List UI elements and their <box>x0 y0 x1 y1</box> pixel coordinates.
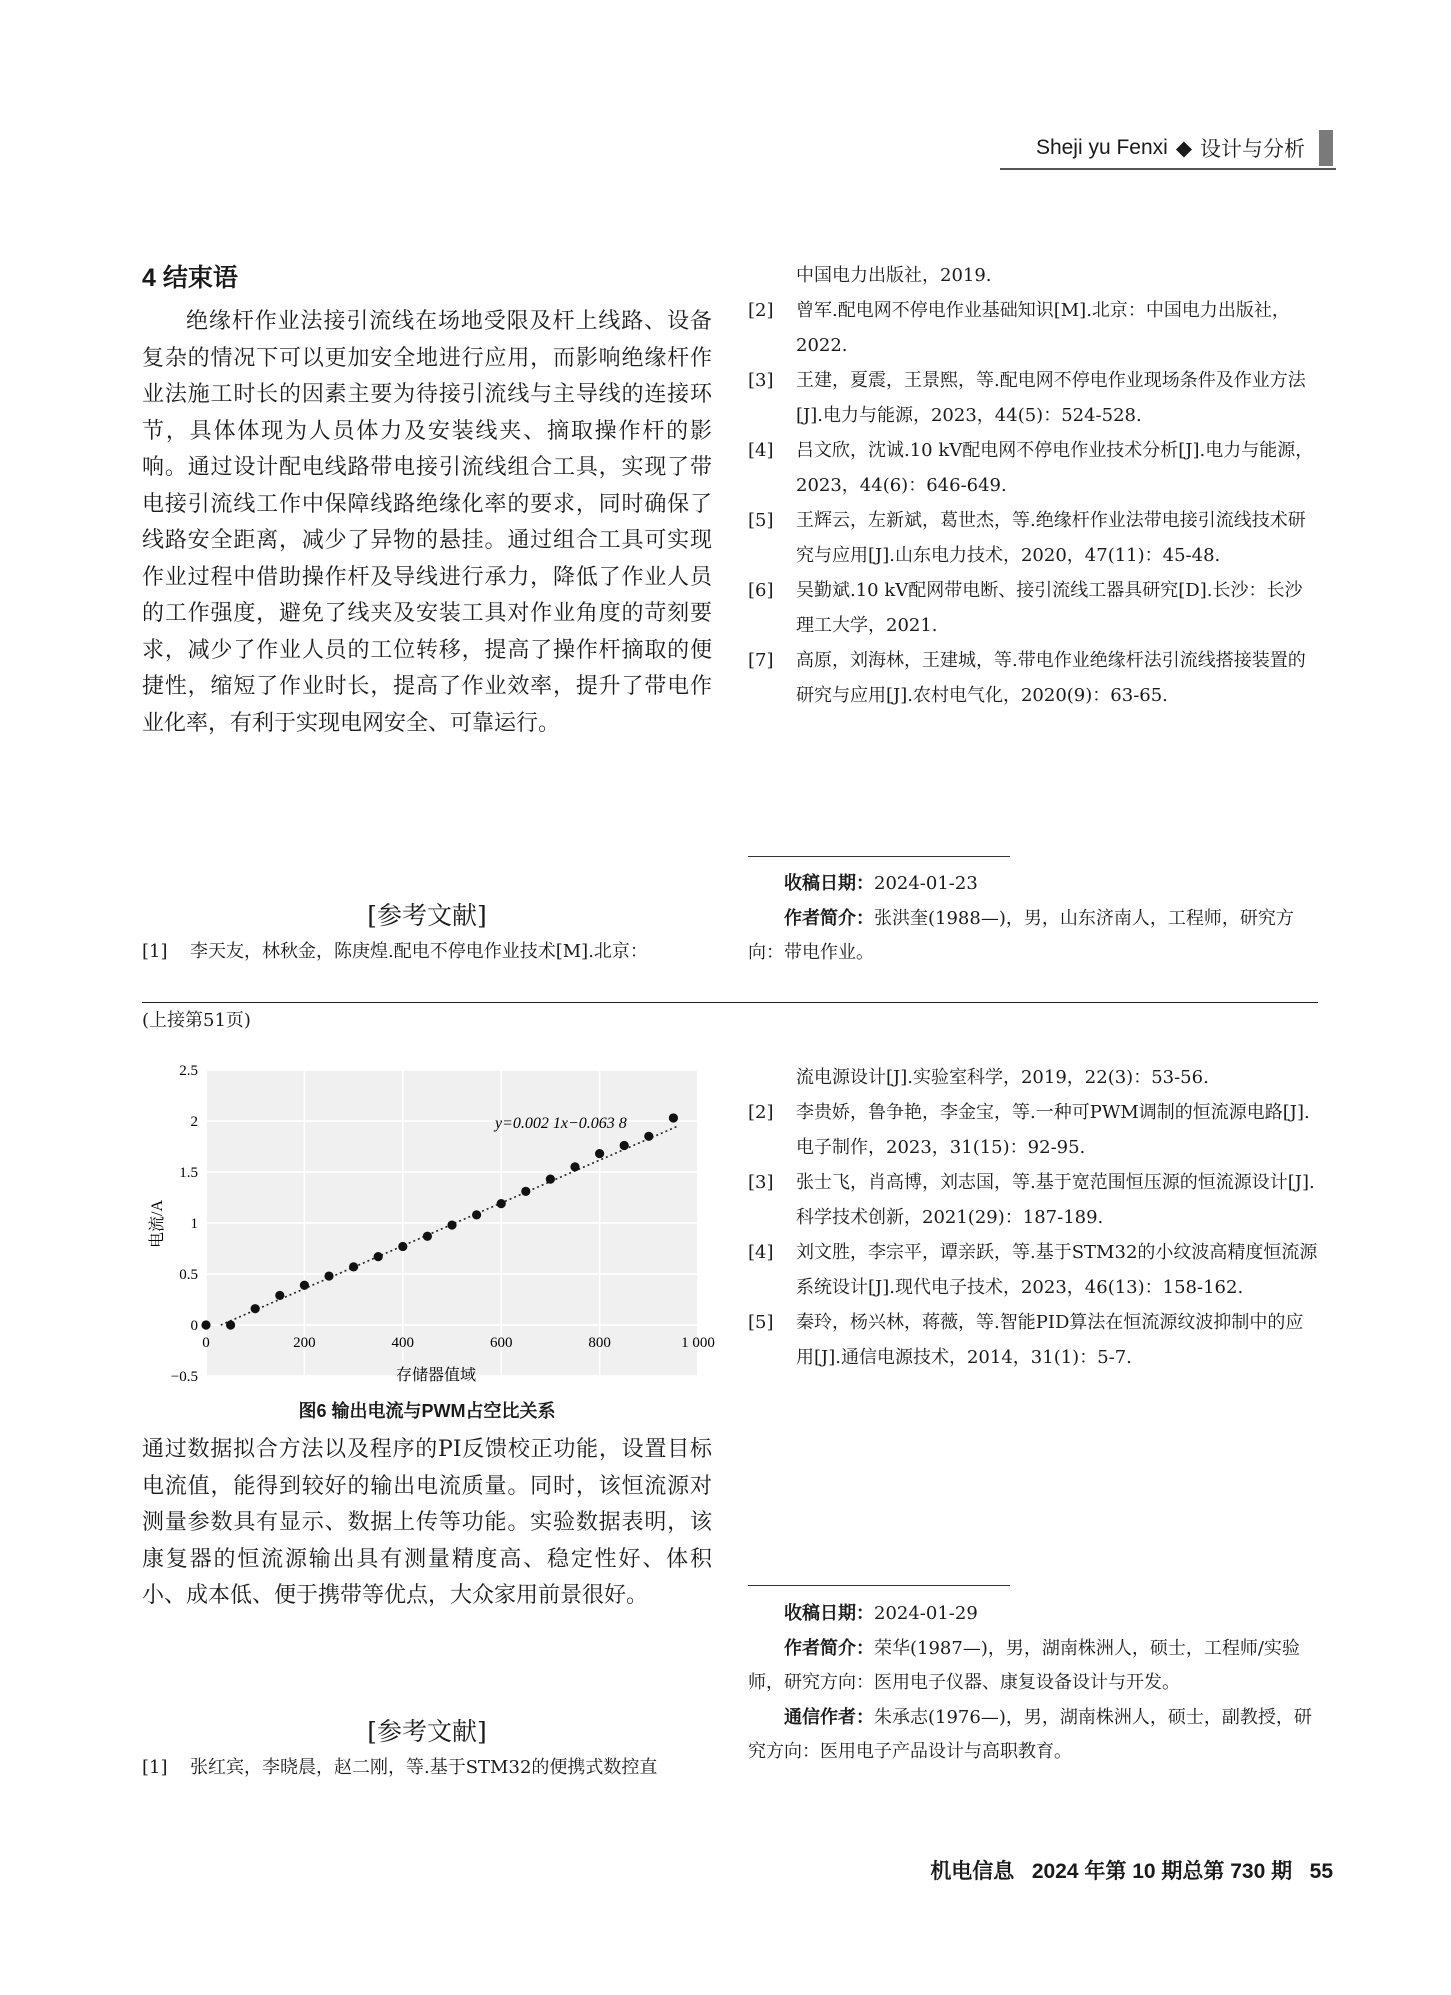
references-title-bottom: [参考文献] <box>367 1717 487 1746</box>
y-tick-label: 1.5 <box>179 1165 198 1181</box>
x-tick-label: 1 000 <box>681 1335 715 1351</box>
reference-item: [1] 李天友，林秋金，陈庚煌.配电不停电作业技术[M].北京： <box>142 941 648 962</box>
x-tick-label: 200 <box>293 1335 316 1351</box>
issue-info: 2024 年第 10 期总第 730 期 <box>1031 1860 1293 1883</box>
figure-chart <box>149 1058 715 1398</box>
references-title-top: [参考文献] <box>367 901 487 930</box>
section2-body: 通过数据拟合方法以及程序的PI反馈校正功能，设置目标电流值，能得到较好的输出电流质量。同时，该恒流源对测量参数具有显示、数据上传等功能。实验数据表明，该康复器的恒流源输出具有测量精度高、稳定性好、体积小、成本低、便于携带等优点，大众家用前景很好。 <box>142 1437 712 1608</box>
reference-item: [5] 王辉云，左新斌，葛世杰，等.绝缘杆作业法带电接引流线技术研究与应用[J].山东电力技术，2020，47(11)：45-48. <box>748 510 1306 566</box>
data-point <box>620 1141 629 1150</box>
data-point <box>497 1199 506 1208</box>
reference-item: [7] 高原，刘海林，王建城，等.带电作业绝缘杆法引流线搭接装置的研究与应用[J].农村电气化，2020(9)：63-65. <box>748 650 1306 706</box>
data-point <box>349 1262 358 1271</box>
figure-caption: 图6 输出电流与PWM占空比关系 <box>298 1401 556 1421</box>
data-point <box>570 1162 579 1171</box>
x-tick-label: 600 <box>489 1335 513 1351</box>
note-rule <box>748 1585 1010 1586</box>
section-body: 绝缘杆作业法接引流线在场地受限及杆上线路、设备复杂的情况下可以更加安全地进行应用，而影响绝缘杆作业法施工时长的因素主要为待接引流线与主导线的连接环节，具体体现为人员体力及安装线夹、摘取操作杆的影响。通过设计配电线路带电接引流线组合工具，实现了带电接引流线工作中保障线路绝缘化率的要求，同时确保了线路安全距离，减少了异物的悬挂。通过组合工具可实现作业过程中借助操作杆及导线进行承力，降低了作业人员的工作强度，避免了线夹及安装工具对作业角度的苛刻要求，减少了作业人员的工位转移，提高了操作杆摘取的便捷性，缩短了作业时长，提高了作业效率，提升了带电作业化率，有利于实现电网安全、可靠运行。 <box>142 309 712 736</box>
reference-item: [3] 王建，夏震，王景熙，等.配电网不停电作业现场条件及作业方法[J].电力与能源，2023，44(5)：524-528. <box>748 370 1306 426</box>
references-list-top <box>748 258 1318 713</box>
data-point <box>398 1242 407 1251</box>
header-en: Sheji yu Fenxi <box>1035 136 1168 159</box>
y-tick-label: 2.5 <box>179 1063 198 1079</box>
data-point <box>669 1113 678 1122</box>
header-zh: 设计与分析 <box>1200 138 1305 161</box>
section-divider <box>142 1002 1318 1003</box>
data-point <box>644 1132 653 1141</box>
references-list-bottom <box>748 1060 1318 1375</box>
reference-item: [6] 吴勤斌.10 kV配网带电断、接引流线工器具研究[D].长沙：长沙理工大学，2021. <box>748 580 1303 636</box>
x-tick-label: 800 <box>588 1335 611 1351</box>
reference-item: [4] 刘文胜，李宗平，谭亲跃，等.基于STM32的小纹波高精度恒流源系统设计[J].现代电子技术，2023，46(13)：158-162. <box>748 1242 1318 1298</box>
header-bar-icon <box>1319 130 1333 166</box>
reference-item: [2] 曾军.配电网不停电作业基础知识[M].北京：中国电力出版社，2022. <box>748 300 1290 356</box>
data-point <box>546 1175 555 1184</box>
y-tick-label: 0.5 <box>179 1267 198 1283</box>
y-tick-label: 2 <box>190 1114 198 1130</box>
x-tick-label: 0 <box>202 1335 210 1351</box>
note-rule <box>748 856 1010 857</box>
y-axis-label: 电流/A <box>149 1199 166 1248</box>
data-point <box>374 1252 383 1261</box>
fit-equation: y=0.002 1x−0.063 8 <box>495 1115 627 1132</box>
data-point <box>300 1281 309 1290</box>
reference-item: [5] 秦玲，杨兴林，蒋薇，等.智能PID算法在恒流源纹波抑制中的应用[J].通信电源技术，2014，31(1)：5-7. <box>748 1312 1304 1368</box>
header-sep: ◆ <box>1175 136 1192 160</box>
running-header <box>1036 130 1333 166</box>
reference-item: 流电源设计[J].实验室科学，2019，22(3)：53-56. <box>796 1067 1209 1088</box>
x-axis-label: 存储器值域 <box>396 1367 477 1384</box>
reference-item: [1] 张红宾，李晓晨，赵二刚，等.基于STM32的便携式数控直 <box>142 1757 658 1778</box>
data-point <box>226 1320 235 1329</box>
page-footer <box>930 1855 1333 1885</box>
reference-item: [2] 李贵娇，鲁争艳，李金宝，等.一种可PWM调制的恒流源电路[J].电子制作，2023，31(15)：92-95. <box>748 1102 1310 1158</box>
y-tick-label: 1 <box>190 1216 198 1232</box>
page-number: 55 <box>1309 1860 1333 1883</box>
journal-name: 机电信息 <box>930 1860 1015 1883</box>
data-point <box>275 1291 284 1300</box>
y-tick-label: −0.5 <box>170 1369 198 1385</box>
data-point <box>472 1210 481 1219</box>
data-point <box>201 1320 210 1329</box>
data-point <box>595 1149 604 1158</box>
reference-item: [3] 张士飞，肖高博，刘志国，等.基于宽范围恒压源的恒流源设计[J].科学技术创新，2021(29)：187-189. <box>748 1172 1315 1228</box>
section-title: 4 结束语 <box>142 264 238 292</box>
x-tick-label: 400 <box>391 1335 415 1351</box>
continued-note: (上接第51页) <box>142 1010 251 1031</box>
data-point <box>324 1271 333 1280</box>
reference-item: 中国电力出版社，2019. <box>796 265 992 286</box>
data-point <box>423 1232 432 1241</box>
data-point <box>251 1304 260 1313</box>
author-note-bottom: 收稿日期：2024-01-29 作者简介：荣华(1987—)，男，湖南株洲人，硕士，工程师/实验师，研究方向：医用电子仪器、康复设备设计与开发。 通信作者：朱承志(1976—)，男，湖南株洲人，硕士，副教授，研究方向：医用电子产品设计与高职教育。 <box>748 1603 1312 1762</box>
y-tick-label: 0 <box>190 1318 198 1334</box>
header-rule <box>1000 168 1336 170</box>
reference-item: [4] 吕文欣，沈诚.10 kV配电网不停电作业技术分析[J].电力与能源，2023，44(6)：646-649. <box>748 440 1314 496</box>
author-note-top: 收稿日期：2024-01-23 作者简介：张洪奎(1988—)，男，山东济南人，工程师，研究方向：带电作业。 <box>748 873 1294 963</box>
data-point <box>521 1187 530 1196</box>
data-point <box>447 1220 456 1229</box>
